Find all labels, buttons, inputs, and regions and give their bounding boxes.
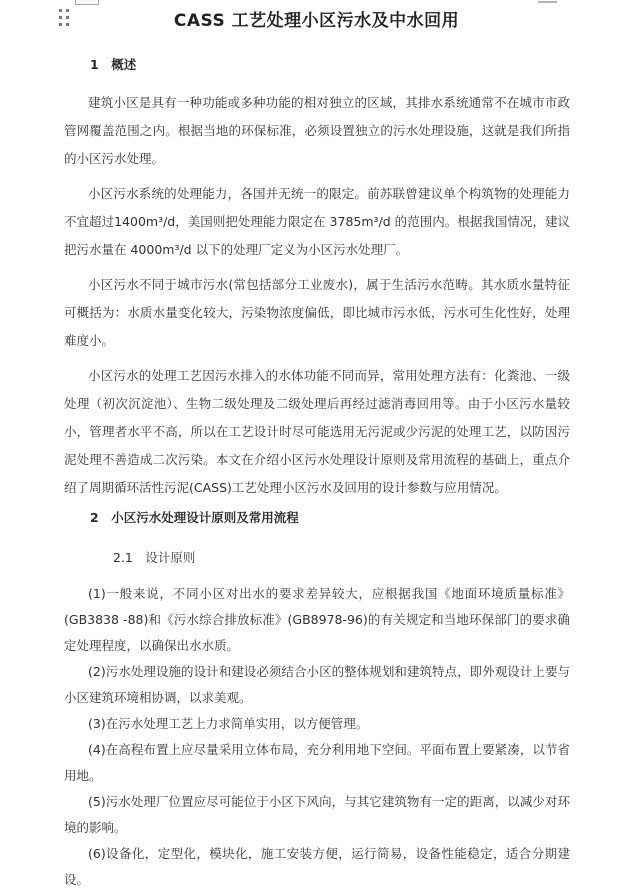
drag-handle-dot xyxy=(59,9,62,12)
design-principle-item-4: (4)在高程布置上应尽量采用立体布局，充分利用地下空间。平面布置上要紧凑，以节省用地。 xyxy=(64,742,570,783)
drag-handle-dot xyxy=(59,16,62,19)
top-edge-fragment-right xyxy=(538,1,557,3)
document-body xyxy=(0,57,633,893)
design-principle-item-6: (6)设备化，定型化，模块化，施工安装方便，运行简易，设备性能稳定，适合分期建设。 xyxy=(64,846,570,887)
paragraph-overview-4: 小区污水的处理工艺因污水排入的水体功能不同而异，常用处理方法有：化粪池、一级处理（初次沉淀池）、生物二级处理及二级处理后再经过滤消毒回用等。由于小区污水量较小，管理者水平不高，所以在工艺设计时尽可能选用无污泥或少污泥的处理工艺，以防因污泥处理不善造成二次污染。本文在介绍小区污水处理设计原则及常用流程的基础上，重点介绍了周期循环活性污泥(CASS)工艺处理小区污水及回用的设计参数与应用情况。 xyxy=(64,368,570,495)
section-1-heading: 1 概述 xyxy=(90,57,137,72)
drag-handle-dot xyxy=(66,23,69,26)
design-principle-item-2: (2)污水处理设施的设计和建设必须结合小区的整体规划和建筑特点，即外观设计上要与小区建筑环境相协调，以求美观。 xyxy=(64,664,570,705)
section-2-1-heading: 2.1 设计原则 xyxy=(113,550,196,565)
drag-handle-dot xyxy=(66,16,69,19)
section-2-heading: 2 小区污水处理设计原则及常用流程 xyxy=(90,510,299,525)
paragraph-overview-1: 建筑小区是具有一种功能或多种功能的相对独立的区域，其排水系统通常不在城市市政管网覆盖范围之内。根据当地的环保标准，必须设置独立的污水处理设施，这就是我们所指的小区污水处理。 xyxy=(64,95,570,166)
design-principle-item-5: (5)污水处理厂位置应尽可能位于小区下风向，与其它建筑物有一定的距离，以减少对环境的影响。 xyxy=(64,794,570,835)
paragraph-overview-2: 小区污水系统的处理能力，各国并无统一的限定。前苏联曾建议单个构筑物的处理能力不宜超过1400m³/d，美国则把处理能力限定在 3785m³/d 的范围内。根据我国情况，建议把污水量在 4000m³/d 以下的处理厂定义为小区污水处理厂。 xyxy=(64,186,570,257)
drag-handle-dot xyxy=(59,23,62,26)
paragraph-overview-3: 小区污水不同于城市污水(常包括部分工业废水)，属于生活污水范畴。其水质水量特征可概括为：水质水量变化较大，污染物浓度偏低，即比城市污水低，污水可生化性好，处理难度小。 xyxy=(64,277,570,348)
design-principle-item-3: (3)在污水处理工艺上力求简单实用，以方便管理。 xyxy=(88,716,369,731)
design-principle-item-1: (1)一般来说，不同小区对出水的要求差异较大，应根据我国《地面环境质量标准》(GB3838 -88)和《污水综合排放标准》(GB8978-96)的有关规定和当地环保部门的要求确定处理程度，以确保出水水质。 xyxy=(64,586,570,653)
drag-handle-dot xyxy=(66,9,69,12)
drag-handle-icon[interactable] xyxy=(59,9,69,26)
design-principles-list xyxy=(64,581,570,893)
top-edge-fragment-left xyxy=(75,0,99,5)
document-title: CASS 工艺处理小区污水及中水回用 xyxy=(173,11,460,31)
